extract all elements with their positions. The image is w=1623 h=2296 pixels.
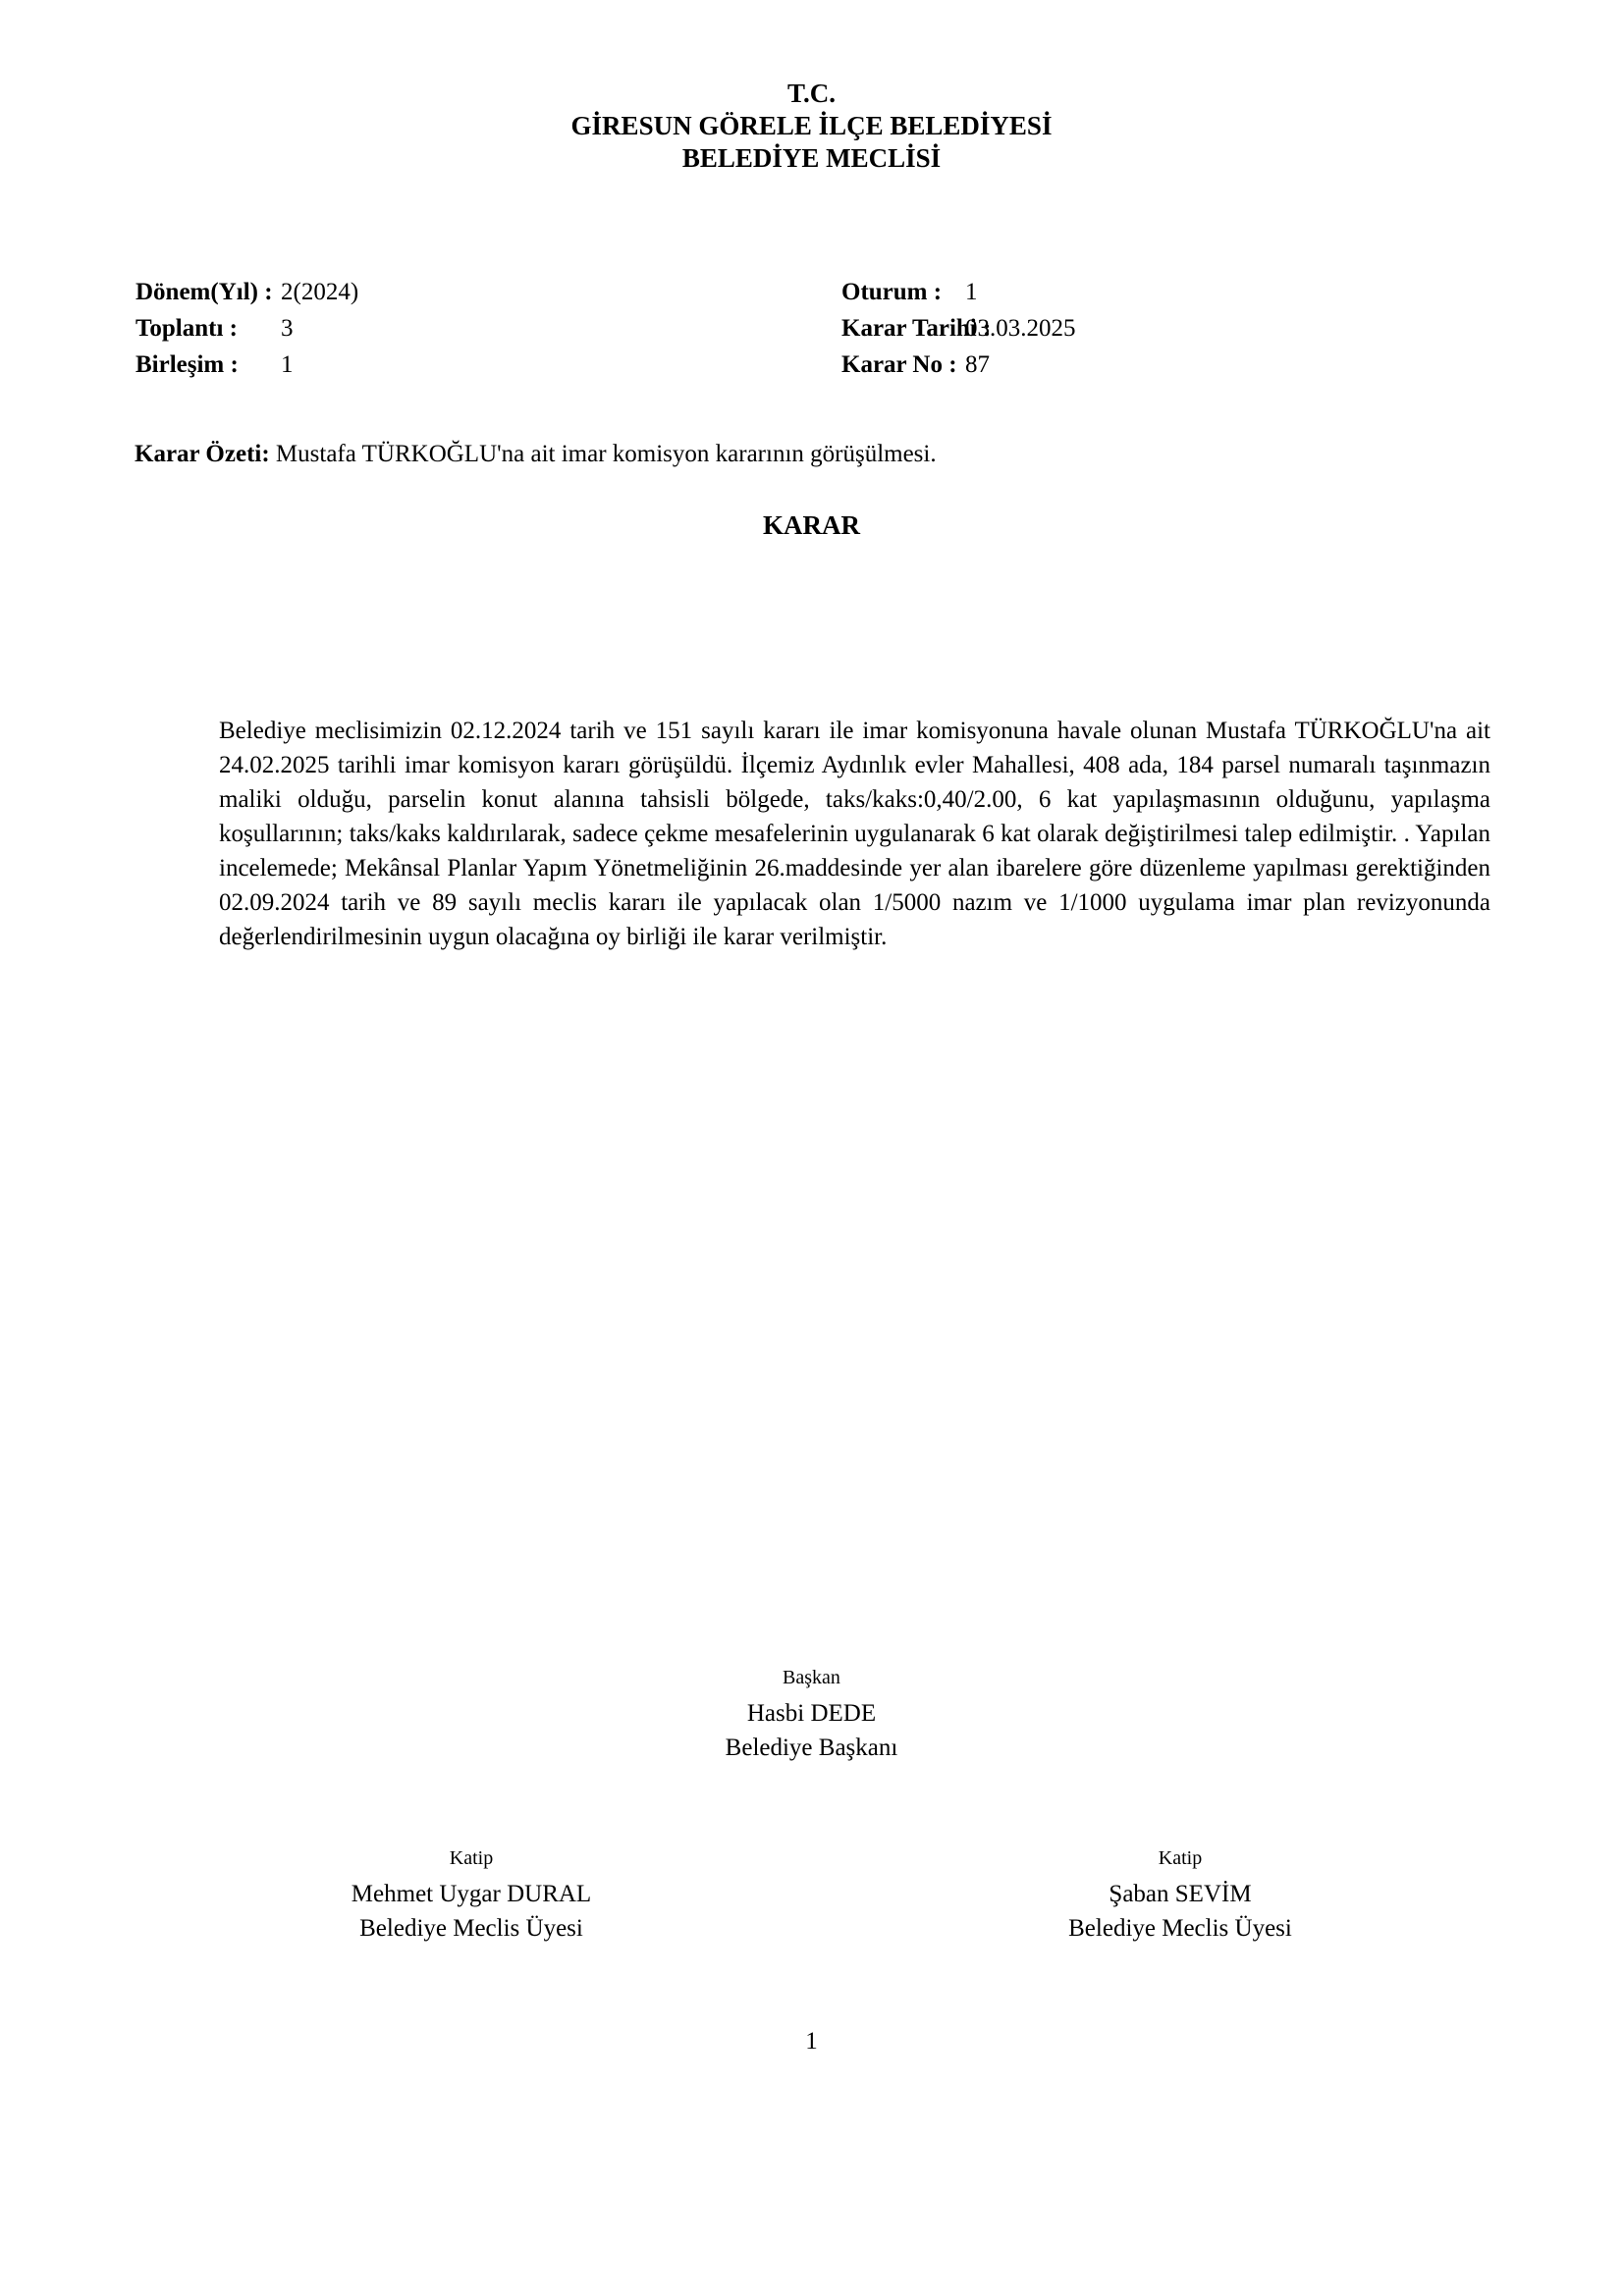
meta-value-karar-no: 87 xyxy=(965,351,990,378)
meta-value-karar-tarihi: 03.03.2025 xyxy=(965,315,1076,342)
meta-row-oturum xyxy=(841,279,1076,315)
signature-clerk-right xyxy=(935,1845,1426,1946)
page-number: 1 xyxy=(805,2028,818,2055)
signature-clerk-left-name: Mehmet Uygar DURAL xyxy=(351,1881,592,1907)
meta-row-donem xyxy=(135,279,358,315)
signature-president xyxy=(0,1665,1623,1765)
decision-summary-label: Karar Özeti: xyxy=(135,441,270,467)
signature-clerk-right-role: Katip xyxy=(1158,1847,1203,1869)
decision-heading: KARAR xyxy=(763,510,860,540)
meta-row-karar-tarihi xyxy=(841,315,1076,351)
meta-row-karar-no xyxy=(841,351,1076,388)
header-council: BELEDİYE MECLİSİ xyxy=(681,143,942,173)
signature-clerk-right-name: Şaban SEVİM xyxy=(1109,1881,1252,1907)
header-country: T.C. xyxy=(786,79,836,108)
meta-value-oturum: 1 xyxy=(965,279,978,305)
meta-value-toplanti: 3 xyxy=(281,315,294,342)
meta-label-oturum: Oturum : xyxy=(841,279,943,305)
signature-president-name: Hasbi DEDE xyxy=(746,1700,877,1727)
decision-summary-text: Mustafa TÜRKOĞLU'na ait imar komisyon kararının görüşülmesi. xyxy=(275,441,937,467)
meta-label-karar-no: Karar No : xyxy=(841,351,957,378)
meta-label-toplanti: Toplantı : xyxy=(135,315,238,342)
meta-column-left xyxy=(135,279,358,388)
meta-value-birlesim: 1 xyxy=(281,351,294,378)
meta-value-donem: 2(2024) xyxy=(281,279,359,305)
meta-label-donem: Dönem(Yıl) : xyxy=(135,279,273,305)
meta-row-birlesim xyxy=(135,351,358,388)
signature-clerk-left-role: Katip xyxy=(449,1847,494,1869)
meta-label-karar-tarihi: Karar Tarihi : xyxy=(841,315,992,342)
decision-body-paragraph: Belediye meclisimizin 02.12.2024 tarih ve 151 sayılı kararı ile imar komisyonuna havale olunan Mustafa TÜRKOĞLU'na ait 24.02.2025 tarihli imar komisyon kararı görüşüldü. İlçemiz Aydınlık evler Mahallesi, 408 ada, 184 parsel numaralı taşınmazın maliki olduğu, parselin konut alanına tahsisli bölgede, taks/kaks:0,40/2.00, 6 kat yapılaşmasının olduğunu, yapılaşma koşullarının; taks/kaks kaldırılarak, sadece çekme mesafelerinin uygulanarak 6 kat olarak değiştirilmesi talep edilmiştir. . Yapılan incelemede; Mekânsal Planlar Yapım Yönetmeliğinin 26.maddesinde yer alan ibarelere göre düzenleme yapılması gerektiğinden 02.09.2024 tarih ve 89 sayılı meclis kararı ile yapılacak olan 1/5000 nazım ve 1/1000 uygulama imar plan revizyonunda değerlendirilmesinin uygun olacağına oy birliği ile karar verilmiştir. xyxy=(219,718,1490,950)
meta-row-toplanti xyxy=(135,315,358,351)
signature-president-title: Belediye Başkanı xyxy=(725,1735,898,1761)
signature-president-role: Başkan xyxy=(783,1667,840,1688)
header-municipality: GİRESUN GÖRELE İLÇE BELEDİYESİ xyxy=(570,111,1053,140)
signature-clerk-left xyxy=(226,1845,717,1946)
document-header xyxy=(0,78,1623,175)
signature-clerk-right-title: Belediye Meclis Üyesi xyxy=(1068,1915,1292,1942)
signature-clerk-left-title: Belediye Meclis Üyesi xyxy=(359,1915,583,1942)
meta-column-right xyxy=(841,279,1076,388)
decision-summary xyxy=(135,438,1509,470)
meta-label-birlesim: Birleşim : xyxy=(135,351,239,378)
